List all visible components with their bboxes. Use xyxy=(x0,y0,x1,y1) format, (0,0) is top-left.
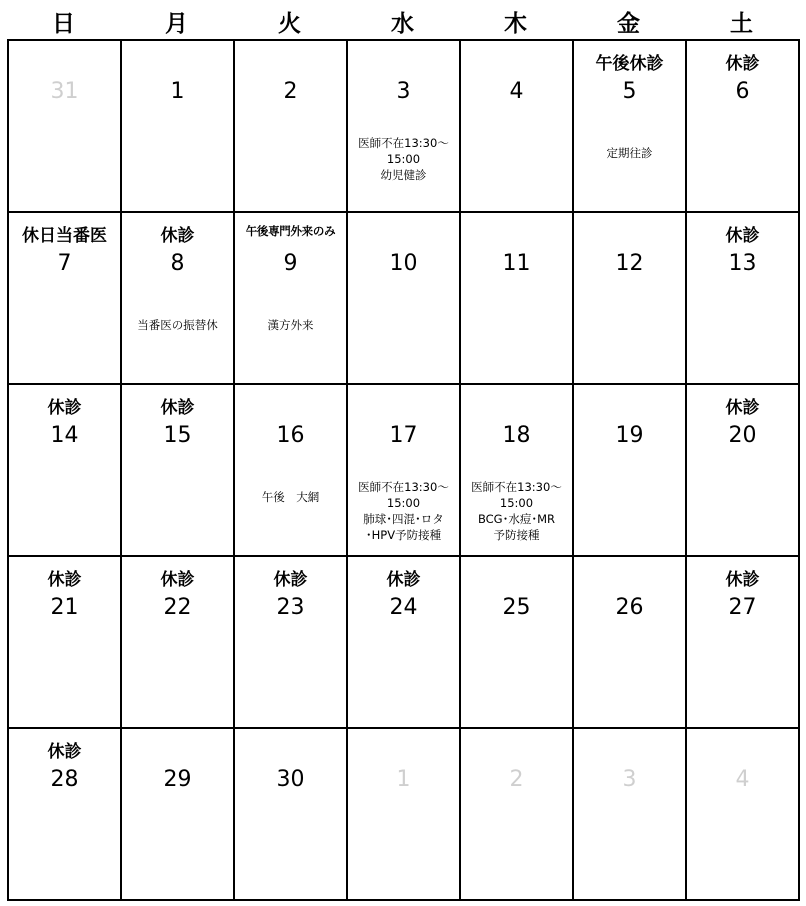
day-number: 12 xyxy=(615,251,644,276)
adjacent-month-day-number: 31 xyxy=(50,79,79,104)
day-status-label: 休診 xyxy=(386,570,421,590)
calendar-day-cell[interactable] xyxy=(461,557,574,729)
day-note: 定期往診 xyxy=(606,146,653,160)
day-status-label: 休診 xyxy=(47,570,82,590)
day-number: 17 xyxy=(389,423,418,448)
calendar-day-cell[interactable] xyxy=(687,557,800,729)
weekday-tuesday: 火 xyxy=(278,11,301,37)
day-number: 2 xyxy=(283,79,298,104)
calendar-day-cell[interactable] xyxy=(687,41,800,213)
day-number: 5 xyxy=(622,79,637,104)
day-number: 6 xyxy=(735,79,750,104)
calendar-day-cell[interactable] xyxy=(574,41,687,213)
day-number: 9 xyxy=(283,251,298,276)
calendar-day-cell[interactable] xyxy=(235,729,348,901)
calendar-day-cell[interactable] xyxy=(9,213,122,385)
day-status-label: 休日当番医 xyxy=(22,226,107,246)
day-number: 29 xyxy=(163,767,192,792)
day-status-label: 休診 xyxy=(725,570,760,590)
calendar-day-cell[interactable] xyxy=(122,213,235,385)
adjacent-month-day-number: 4 xyxy=(735,767,750,792)
day-number: 3 xyxy=(396,79,411,104)
calendar-day-cell[interactable] xyxy=(348,729,461,901)
day-number: 1 xyxy=(170,79,185,104)
calendar-day-cell[interactable] xyxy=(687,729,800,901)
day-note: 当番医の振替休 xyxy=(137,318,218,332)
calendar-day-cell[interactable] xyxy=(574,729,687,901)
day-status-label: 休診 xyxy=(273,570,308,590)
adjacent-month-day-number: 3 xyxy=(622,767,637,792)
day-number: 13 xyxy=(728,251,757,276)
calendar-day-cell[interactable] xyxy=(461,41,574,213)
day-note: 午後 大網 xyxy=(261,490,320,504)
weekday-friday: 金 xyxy=(617,11,640,37)
day-number: 19 xyxy=(615,423,644,448)
day-number: 23 xyxy=(276,595,305,620)
calendar-day-cell[interactable] xyxy=(9,41,122,213)
calendar-day-cell[interactable] xyxy=(461,385,574,557)
adjacent-month-day-number: 2 xyxy=(509,767,524,792)
weekday-header-row xyxy=(7,7,798,39)
calendar-day-cell[interactable] xyxy=(9,557,122,729)
calendar-day-cell[interactable] xyxy=(574,385,687,557)
calendar-day-cell[interactable] xyxy=(348,385,461,557)
adjacent-month-day-number: 1 xyxy=(396,767,411,792)
calendar-day-cell[interactable] xyxy=(235,213,348,385)
calendar-day-cell[interactable] xyxy=(687,385,800,557)
weekday-sunday: 日 xyxy=(52,11,75,37)
day-number: 21 xyxy=(50,595,79,620)
day-number: 8 xyxy=(170,251,185,276)
day-status-label: 休診 xyxy=(725,398,760,418)
day-number: 26 xyxy=(615,595,644,620)
weekday-wednesday: 水 xyxy=(391,11,414,37)
day-status-label: 休診 xyxy=(160,398,195,418)
calendar-day-cell[interactable] xyxy=(235,41,348,213)
weekday-thursday: 木 xyxy=(504,11,527,37)
day-number: 18 xyxy=(502,423,531,448)
calendar-day-cell[interactable] xyxy=(574,557,687,729)
day-number: 27 xyxy=(728,595,757,620)
day-number: 20 xyxy=(728,423,757,448)
weekday-saturday: 土 xyxy=(730,11,753,37)
day-number: 10 xyxy=(389,251,418,276)
day-note: 漢方外来 xyxy=(267,318,314,332)
day-number: 7 xyxy=(57,251,72,276)
day-note: 医師不在13:30～ 15:00 幼児健診 xyxy=(358,136,449,182)
day-status-label: 休診 xyxy=(47,398,82,418)
day-number: 22 xyxy=(163,595,192,620)
day-number: 14 xyxy=(50,423,79,448)
day-number: 11 xyxy=(502,251,531,276)
calendar-day-cell[interactable] xyxy=(348,41,461,213)
calendar-day-cell[interactable] xyxy=(687,213,800,385)
calendar-day-cell[interactable] xyxy=(461,213,574,385)
calendar-day-cell[interactable] xyxy=(9,385,122,557)
weekday-monday: 月 xyxy=(165,11,188,37)
calendar-day-cell[interactable] xyxy=(9,729,122,901)
day-note: 医師不在13:30～ 15:00 BCG･水痘･MR 予防接種 xyxy=(471,480,562,542)
day-number: 28 xyxy=(50,767,79,792)
calendar-grid xyxy=(7,39,800,901)
day-status-label: 休診 xyxy=(160,570,195,590)
day-status-label: 休診 xyxy=(47,742,82,762)
calendar-day-cell[interactable] xyxy=(122,385,235,557)
calendar-day-cell[interactable] xyxy=(461,729,574,901)
calendar-day-cell[interactable] xyxy=(235,557,348,729)
day-status-label: 休診 xyxy=(160,226,195,246)
day-status-label: 休診 xyxy=(725,226,760,246)
day-number: 25 xyxy=(502,595,531,620)
calendar-day-cell[interactable] xyxy=(122,729,235,901)
day-number: 16 xyxy=(276,423,305,448)
calendar-day-cell[interactable] xyxy=(122,557,235,729)
day-number: 24 xyxy=(389,595,418,620)
day-status-label: 午後専門外来のみ xyxy=(245,224,336,238)
day-status-label: 休診 xyxy=(725,54,760,74)
calendar-day-cell[interactable] xyxy=(574,213,687,385)
calendar-day-cell[interactable] xyxy=(348,557,461,729)
calendar-day-cell[interactable] xyxy=(122,41,235,213)
day-note: 医師不在13:30～ 15:00 肺球･四混･ロタ ･HPV予防接種 xyxy=(358,480,449,542)
calendar xyxy=(7,7,800,901)
calendar-day-cell[interactable] xyxy=(348,213,461,385)
calendar-day-cell[interactable] xyxy=(235,385,348,557)
day-number: 15 xyxy=(163,423,192,448)
day-status-label: 午後休診 xyxy=(595,54,664,74)
day-number: 30 xyxy=(276,767,305,792)
day-number: 4 xyxy=(509,79,524,104)
